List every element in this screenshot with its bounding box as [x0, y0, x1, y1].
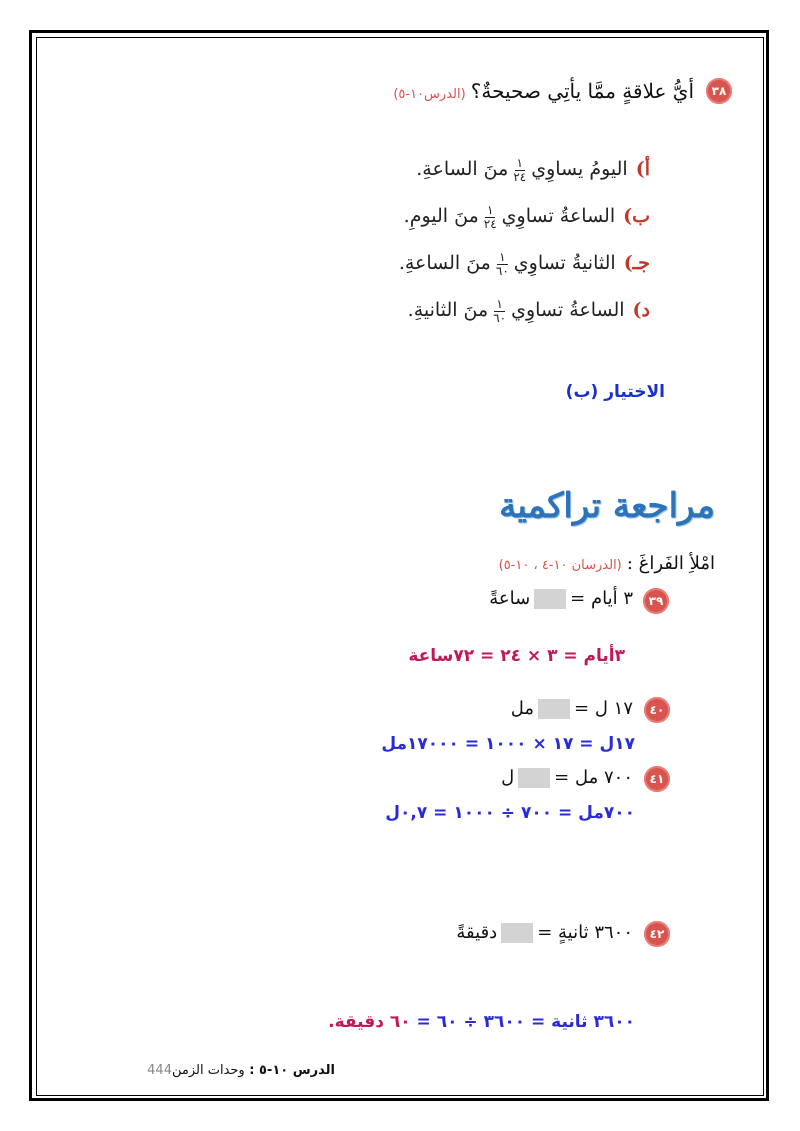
question-42 — [456, 922, 633, 943]
option-text-before: الساعةُ تساوِي — [511, 299, 625, 322]
option-text-after: منَ الثانيةِ. — [407, 299, 489, 322]
question-41-solution: ٧٠٠مل = ٧٠٠ ÷ ١٠٠٠ = ٠,٧ل — [385, 803, 635, 823]
question-41 — [501, 767, 633, 788]
question-42-badge: ٤٢ — [644, 921, 670, 947]
option-text-before: الثانيةُ تساوِي — [513, 252, 616, 275]
question-40 — [511, 698, 633, 719]
answer-blank — [518, 768, 550, 788]
question-40-right: مل — [510, 698, 535, 719]
option-d — [408, 298, 650, 324]
question-42-right: دقيقةً — [456, 922, 498, 943]
question-42-left: ٣٦٠٠ ثانيةٍ = — [537, 922, 633, 943]
option-text-after: منَ الساعةِ. — [416, 158, 509, 181]
fraction: $\frac{١}{٦٠}$ — [495, 250, 509, 278]
question-38-badge: ٣٨ — [706, 78, 732, 104]
question-42-solution — [328, 1012, 635, 1032]
option-text-before: الساعةُ تساوِي — [501, 205, 616, 228]
answer-blank — [538, 699, 570, 719]
option-c — [399, 251, 650, 277]
option-letter: د) — [632, 299, 650, 322]
footer-lesson: الدرس ١٠-٥ : — [249, 1063, 335, 1078]
question-41-right: ل — [501, 767, 515, 788]
answer-blank — [501, 923, 533, 943]
question-38-text: أيُّ علاقةٍ ممَّا يأتِي صحيحةٌ؟ — [470, 79, 694, 103]
question-39 — [489, 588, 633, 609]
option-text-before: اليومُ يساوِي — [531, 158, 628, 181]
footer — [147, 1063, 335, 1078]
option-letter: أ) — [635, 158, 650, 181]
question-38 — [393, 79, 694, 103]
solution-part-1: ٣٦٠٠ ثانية = ٣٦٠٠ ÷ ٦٠ = — [410, 1012, 635, 1032]
question-39-solution: ٣أيام = ٣ × ٢٤ = ٧٢ساعة — [408, 646, 625, 666]
section-title: مراجعة تراكمية — [499, 486, 715, 526]
solution-part-2: ٦٠ دقيقة. — [328, 1012, 411, 1032]
fraction: $\frac{١}{٢٤}$ — [483, 203, 497, 231]
footer-topic: وحدات الزمن — [171, 1063, 245, 1078]
option-letter: ب) — [623, 205, 650, 228]
question-40-left: ١٧ ل = — [574, 698, 633, 719]
option-letter: جـ) — [623, 252, 650, 275]
instruction-text: امْلأِ الفَراغَ : — [626, 553, 715, 574]
question-38-ref: (الدرس١٠-٥) — [393, 87, 466, 102]
answer-blank — [534, 589, 566, 609]
question-39-badge: ٣٩ — [643, 588, 669, 614]
question-40-solution: ١٧ل = ١٧ × ١٠٠٠ = ١٧٠٠٠مل — [381, 734, 635, 754]
fraction: $\frac{١}{٦٠}$ — [493, 297, 507, 325]
answer-choice: الاختيار (ب) — [565, 382, 665, 402]
fill-instruction — [499, 553, 715, 574]
question-40-badge: ٤٠ — [644, 697, 670, 723]
question-41-badge: ٤١ — [644, 766, 670, 792]
question-39-right: ساعةً — [489, 588, 531, 609]
option-b — [404, 204, 650, 230]
instruction-ref: (الدرسان ١٠-٤ ، ١٠-٥) — [498, 558, 622, 573]
fraction: $\frac{١}{٢٤}$ — [513, 156, 527, 184]
option-a — [416, 157, 650, 183]
question-39-left: ٣ أيام = — [570, 588, 633, 609]
option-text-after: منَ اليومِ. — [403, 205, 479, 228]
option-text-after: منَ الساعةِ. — [398, 252, 491, 275]
footer-page-number: 444 — [147, 1063, 172, 1078]
question-41-left: ٧٠٠ مل = — [554, 767, 633, 788]
